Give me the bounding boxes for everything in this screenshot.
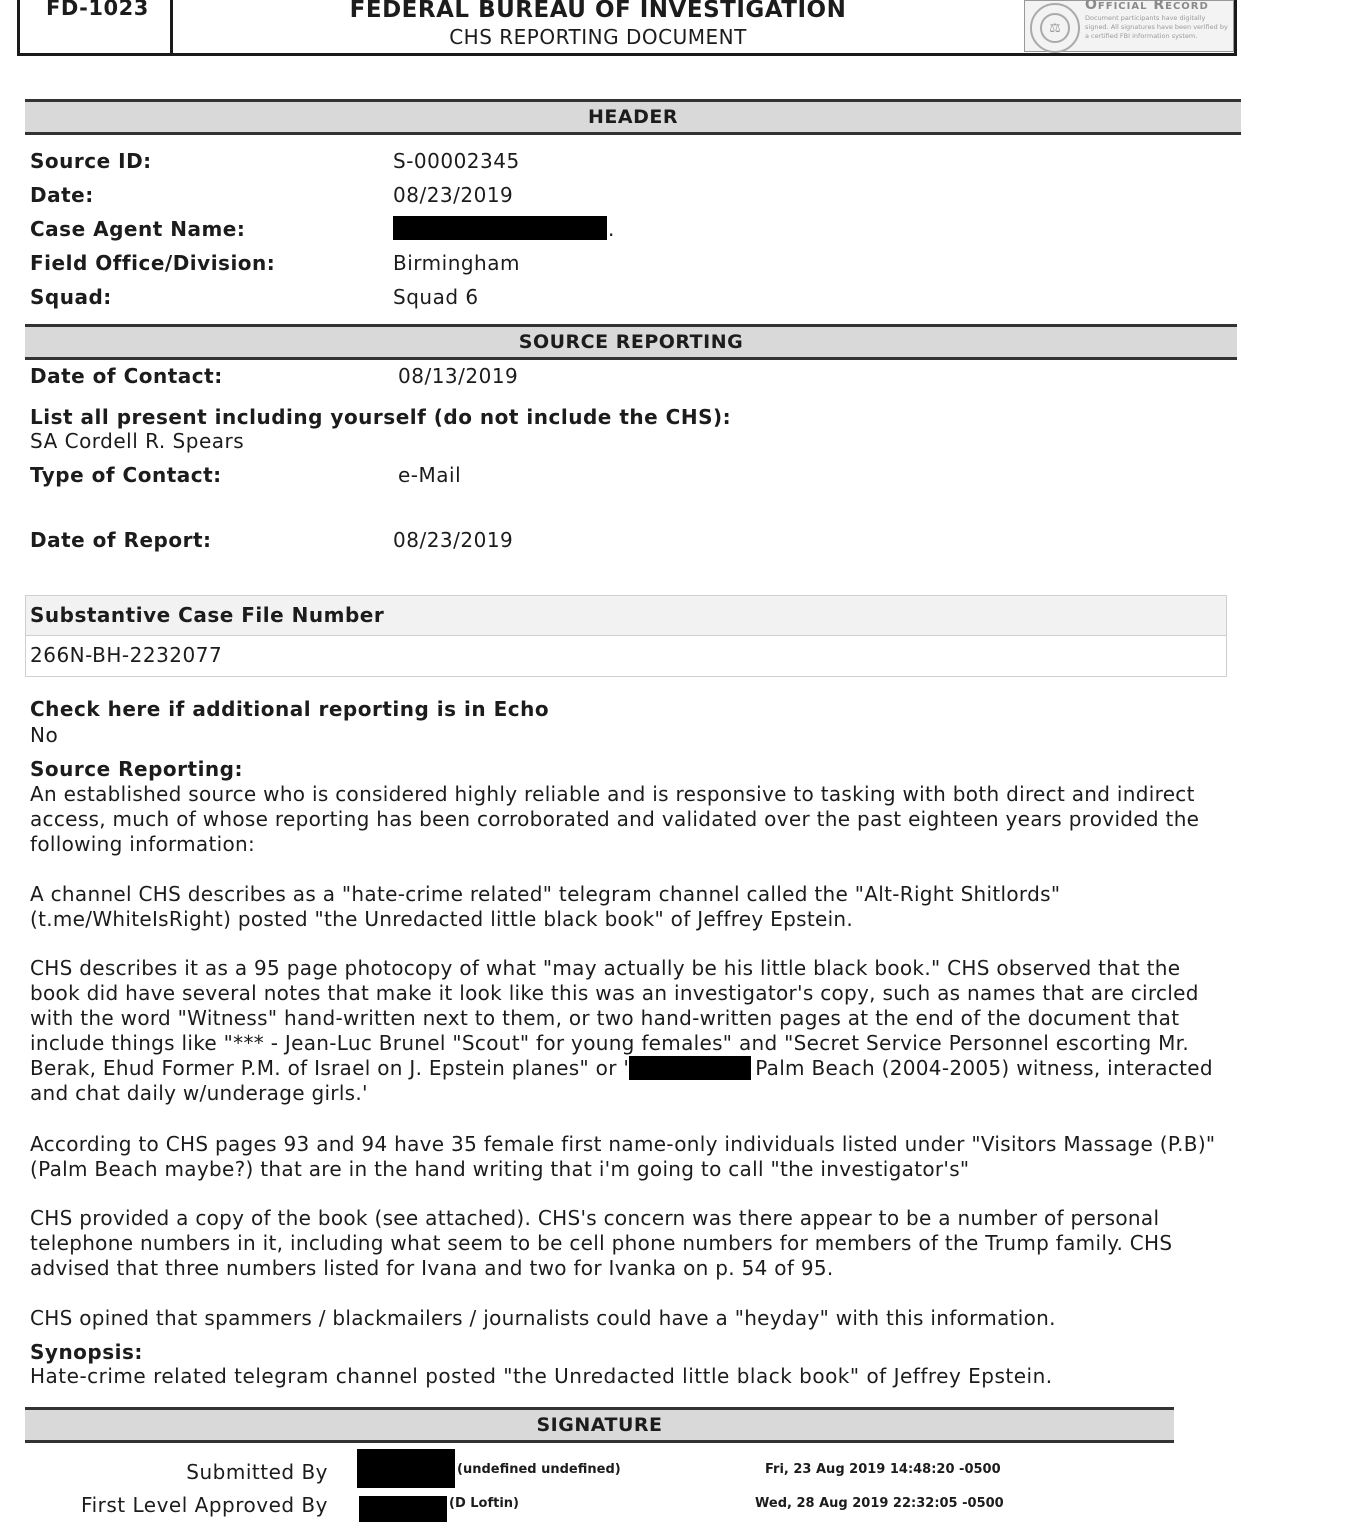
official-record-text: Document participants have digitally signed. All signatures have been verified by a certified FBI information system. xyxy=(1085,14,1228,40)
signature-section-bar: SIGNATURE xyxy=(25,1407,1174,1443)
reporting-paragraph-4: According to CHS pages 93 and 94 have 35 female first name-only individuals listed under "Visitors Massage (P.B)" (Palm Beach maybe?) that are in the hand writing that i'm going to call "the investigator's" xyxy=(30,1132,1216,1181)
date-of-contact-value: 08/13/2019 xyxy=(398,364,519,388)
reporting-paragraph-2: A channel CHS describes as a "hate-crime related" telegram channel called the "Alt-Right Shitlords" (t.me/WhiteIsRight) posted "the Unredacted little black book" of Jeffrey Epstein. xyxy=(30,882,1061,931)
submitted-time: Fri, 23 Aug 2019 14:48:20 -0500 xyxy=(765,1462,1001,1477)
approved-by-redaction xyxy=(359,1496,447,1522)
date-of-report-value: 08/23/2019 xyxy=(393,528,514,552)
date-value: 08/23/2019 xyxy=(393,183,514,207)
case-file-box xyxy=(25,595,1227,677)
submitted-by-name: (undefined undefined) xyxy=(457,1462,621,1477)
approved-by-label: First Level Approved By xyxy=(81,1493,328,1517)
synopsis-value: Hate-crime related telegram channel posted "the Unredacted little black book" of Jeffrey Epstein. xyxy=(30,1364,1053,1388)
reporting-paragraph-3 xyxy=(30,956,1215,1106)
case-file-value: 266N-BH-2232077 xyxy=(30,643,223,667)
echo-value: No xyxy=(30,723,59,747)
official-record-stamp xyxy=(1024,0,1234,52)
reporting-paragraph-3a: CHS describes it as a 95 page photocopy of what "may actually be his little black book." CHS observed that the book did have several notes that make it look like this was an investigator's copy, such as names that are circled with the word "Witness" hand-written next to them, or two hand-written pages at the end of the document that include things like "*** - Jean-Luc Brunel "Scout" for young females" and "Secret Service Personnel escorting Mr. Berak, Ehud Former P.M. of Israel on J. Epstein planes" or ' xyxy=(30,956,1199,1080)
header-section-bar: HEADER xyxy=(25,99,1241,135)
submitted-by-redaction xyxy=(357,1449,455,1488)
fbi-seal-icon: ⚖ xyxy=(1030,3,1080,53)
field-office-value: Birmingham xyxy=(393,251,520,275)
echo-label: Check here if additional reporting is in Echo xyxy=(30,697,550,721)
reporting-paragraph-6: CHS opined that spammers / blackmailers / journalists could have a "heyday" with this information. xyxy=(30,1306,1056,1330)
type-of-contact-label: Type of Contact: xyxy=(30,463,222,487)
reporting-paragraph-1: An established source who is considered highly reliable and is responsive to tasking with both direct and indirect access, much of whose reporting has been corroborated and validated over the past eighteen years provided the following information: xyxy=(30,782,1200,856)
present-label: List all present including yourself (do not include the CHS): xyxy=(30,405,732,429)
reporting-paragraph-3b: Palm Beach (2004-2005) witness, interacted and chat daily w/underage girls.' xyxy=(30,1056,1213,1105)
squad-value: Squad 6 xyxy=(393,285,479,309)
field-office-label: Field Office/Division: xyxy=(30,251,276,275)
source-reporting-section-bar: SOURCE REPORTING xyxy=(25,324,1237,360)
form-number: FD-1023 xyxy=(46,0,149,20)
date-label: Date: xyxy=(30,183,94,207)
type-of-contact-value: e-Mail xyxy=(398,463,462,487)
date-of-contact-label: Date of Contact: xyxy=(30,364,223,388)
present-value: SA Cordell R. Spears xyxy=(30,429,245,453)
approved-time: Wed, 28 Aug 2019 22:32:05 -0500 xyxy=(755,1496,1004,1511)
reporting-paragraph-5: CHS provided a copy of the book (see attached). CHS's concern was there appear to be a number of personal telephone numbers in it, including what seem to be cell phone numbers for members of the Trump family. CHS advised that three numbers listed for Ivana and two for Ivanka on p. 54 of 95. xyxy=(30,1206,1173,1280)
submitted-by-label: Submitted By xyxy=(186,1460,328,1484)
document-name: CHS REPORTING DOCUMENT xyxy=(449,25,747,49)
official-record-title: Official Record xyxy=(1085,0,1209,13)
case-agent-suffix: . xyxy=(608,217,615,241)
source-reporting-label: Source Reporting: xyxy=(30,757,243,781)
case-agent-label: Case Agent Name: xyxy=(30,217,246,241)
witness-redaction xyxy=(629,1056,751,1080)
approved-by-name: (D Loftin) xyxy=(449,1496,519,1511)
agency-title: FEDERAL BUREAU OF INVESTIGATION xyxy=(349,0,847,23)
date-of-report-label: Date of Report: xyxy=(30,528,212,552)
source-id-value: S-00002345 xyxy=(393,149,520,173)
case-agent-redaction xyxy=(393,216,607,240)
squad-label: Squad: xyxy=(30,285,112,309)
source-id-label: Source ID: xyxy=(30,149,152,173)
case-file-label: Substantive Case File Number xyxy=(26,596,1226,636)
synopsis-label: Synopsis: xyxy=(30,1340,143,1364)
